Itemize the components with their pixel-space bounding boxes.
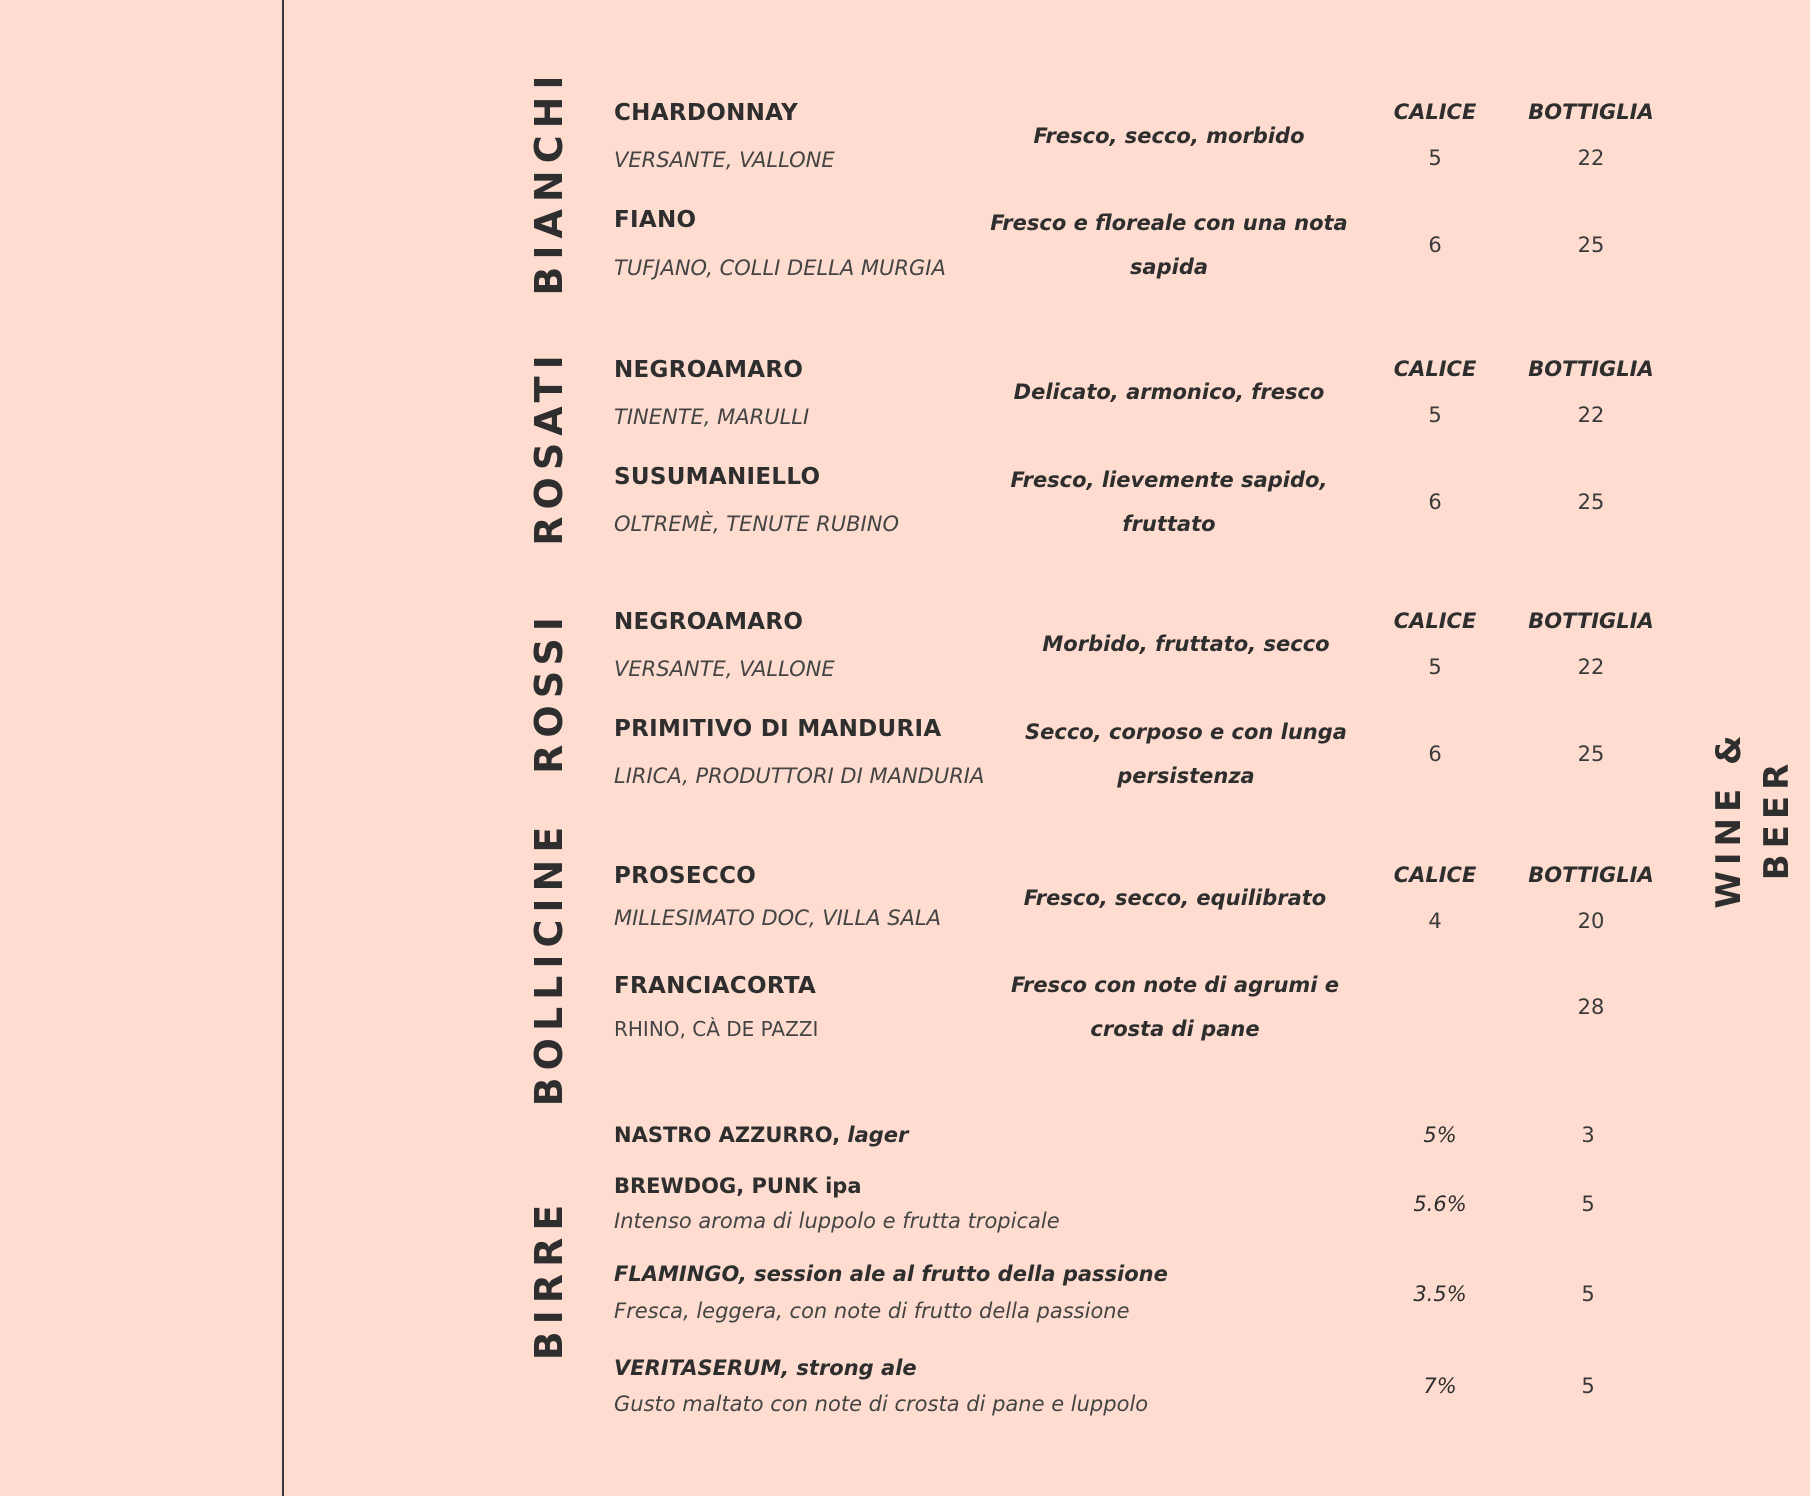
price-glass: 4 xyxy=(1428,909,1442,933)
header-bottiglia: BOTTIGLIA xyxy=(1528,609,1654,633)
beer-name: FLAMINGO, session ale al frutto della passione xyxy=(614,1262,1168,1286)
beer-price: 5 xyxy=(1581,1282,1595,1306)
wine-producer: OLTREMÈ, TENUTE RUBINO xyxy=(614,512,899,536)
wine-name: FRANCIACORTA xyxy=(614,973,817,999)
price-bottle: 28 xyxy=(1577,995,1605,1019)
price-bottle: 20 xyxy=(1577,909,1605,933)
wine-producer: MILLESIMATO DOC, VILLA SALA xyxy=(614,906,941,930)
wine-producer: VERSANTE, VALLONE xyxy=(614,657,835,681)
beer-name: VERITASERUM, strong ale xyxy=(614,1356,917,1380)
price-glass: 6 xyxy=(1428,742,1442,766)
wine-producer: TINENTE, MARULLI xyxy=(614,405,810,429)
wine-description: Fresco con note di agrumi e crosta di pane xyxy=(1010,973,1340,1041)
price-bottle: 22 xyxy=(1577,146,1605,170)
header-bottiglia: BOTTIGLIA xyxy=(1528,357,1654,381)
beer-price: 5 xyxy=(1581,1374,1595,1398)
price-glass: 5 xyxy=(1428,403,1442,427)
header-calice: CALICE xyxy=(1393,863,1477,887)
beer-description: Intenso aroma di luppolo e frutta tropicale xyxy=(614,1209,1060,1233)
price-glass: 5 xyxy=(1428,655,1442,679)
header-bottiglia: BOTTIGLIA xyxy=(1528,863,1654,887)
beer-name: BREWDOG, PUNK ipa xyxy=(614,1174,862,1198)
header-calice: CALICE xyxy=(1393,609,1477,633)
divider-line xyxy=(282,0,284,1496)
wine-producer: LIRICA, PRODUTTORI DI MANDURIA xyxy=(614,764,985,788)
beer-abv: 7% xyxy=(1423,1374,1457,1398)
price-glass: 6 xyxy=(1428,233,1442,257)
price-glass: 5 xyxy=(1428,146,1442,170)
header-calice: CALICE xyxy=(1393,100,1477,124)
wine-description: Morbido, fruttato, secco xyxy=(1042,632,1330,656)
wine-name: FIANO xyxy=(614,207,697,233)
price-bottle: 25 xyxy=(1577,233,1605,257)
wine-description: Fresco, secco, equilibrato xyxy=(1023,886,1327,910)
wine-producer: VERSANTE, VALLONE xyxy=(614,148,835,172)
beer-description: Gusto maltato con note di crosta di pane e luppolo xyxy=(614,1392,1149,1416)
beer-abv: 3.5% xyxy=(1413,1282,1467,1306)
beer-abv: 5% xyxy=(1423,1123,1457,1147)
price-glass: 6 xyxy=(1428,490,1442,514)
price-bottle: 25 xyxy=(1577,742,1605,766)
menu-page: BIANCHI ROSATI ROSSI BOLLICINE BIRRE WINE & BEER CALICE BOTTIGLIA CHARDONNAY VERSANTE, VALLONE Fresco, secco, morbido 5 22 FIANO TUFJANO, COLLI DELLA MURGIA Fresco e floreale con una nota sapida 6 25 CALICE BOTTIGLIA NEGROAMARO TINENTE, MARULLI Delicato, armonico, fresco 5 22 SUSUMANIELLO OLTREMÈ, TENUTE RUBINO Fresco, lievemente sapido, fruttato 6 25 CALICE BOTTIGLIA NEGROAMARO VERSANTE, VALLONE Morbido, fruttato, secco 5 22 PRIMITIVO DI MANDURIA LIRICA, PRODUTTORI DI MANDURIA Secco, corposo e con lunga persistenza 6 25 CALICE BOTTIGLIA PROSECCO MILLESIMATO DOC, VILLA SALA Fresco, secco, equilibrato 4 20 FRANCIACORTA RHINO, CÀ DE PAZZI Fresco con note di agrumi e crosta di pane 28 NASTRO AZZURRO, lager 5% 3 BREWDOG, PUNK ipa Intenso aroma di luppolo e frutta tropicale 5.6% 5 FLAMINGO, session ale al frutto della passione Fresca, leggera, con note di frutto della passione 3.5% 5 VERITASERUM, strong ale Gusto maltato con note di crosta di pane e luppolo 7% 5 xyxy=(0,0,1810,1496)
wine-producer: RHINO, CÀ DE PAZZI xyxy=(614,1017,819,1041)
wine-name: SUSUMANIELLO xyxy=(614,464,821,490)
beer-abv: 5.6% xyxy=(1413,1192,1467,1216)
beer-description: Fresca, leggera, con note di frutto della passione xyxy=(614,1299,1130,1323)
wine-description: Fresco e floreale con una nota sapida xyxy=(990,211,1348,279)
price-bottle: 22 xyxy=(1577,403,1605,427)
brand-line-1: WINE & xyxy=(1709,729,1749,909)
header-calice: CALICE xyxy=(1393,357,1477,381)
price-bottle: 25 xyxy=(1577,490,1605,514)
wine-description: Delicato, armonico, fresco xyxy=(1013,380,1325,404)
brand-line-2: BEER xyxy=(1757,757,1797,881)
wine-name: CHARDONNAY xyxy=(614,100,799,126)
wine-description: Secco, corposo e con lunga persistenza xyxy=(1025,720,1347,788)
wine-producer: TUFJANO, COLLI DELLA MURGIA xyxy=(614,256,946,280)
wine-name: NEGROAMARO xyxy=(614,357,804,383)
beer-price: 5 xyxy=(1581,1192,1595,1216)
wine-name: NEGROAMARO xyxy=(614,609,804,635)
price-bottle: 22 xyxy=(1577,655,1605,679)
wine-description: Fresco, lievemente sapido, fruttato xyxy=(1010,468,1328,536)
wine-name: PROSECCO xyxy=(614,863,757,889)
wine-description: Fresco, secco, morbido xyxy=(1033,124,1305,148)
header-bottiglia: BOTTIGLIA xyxy=(1528,100,1654,124)
beer-name: NASTRO AZZURRO, lager xyxy=(614,1123,909,1147)
wine-name: PRIMITIVO DI MANDURIA xyxy=(614,716,942,742)
beer-price: 3 xyxy=(1581,1123,1595,1147)
